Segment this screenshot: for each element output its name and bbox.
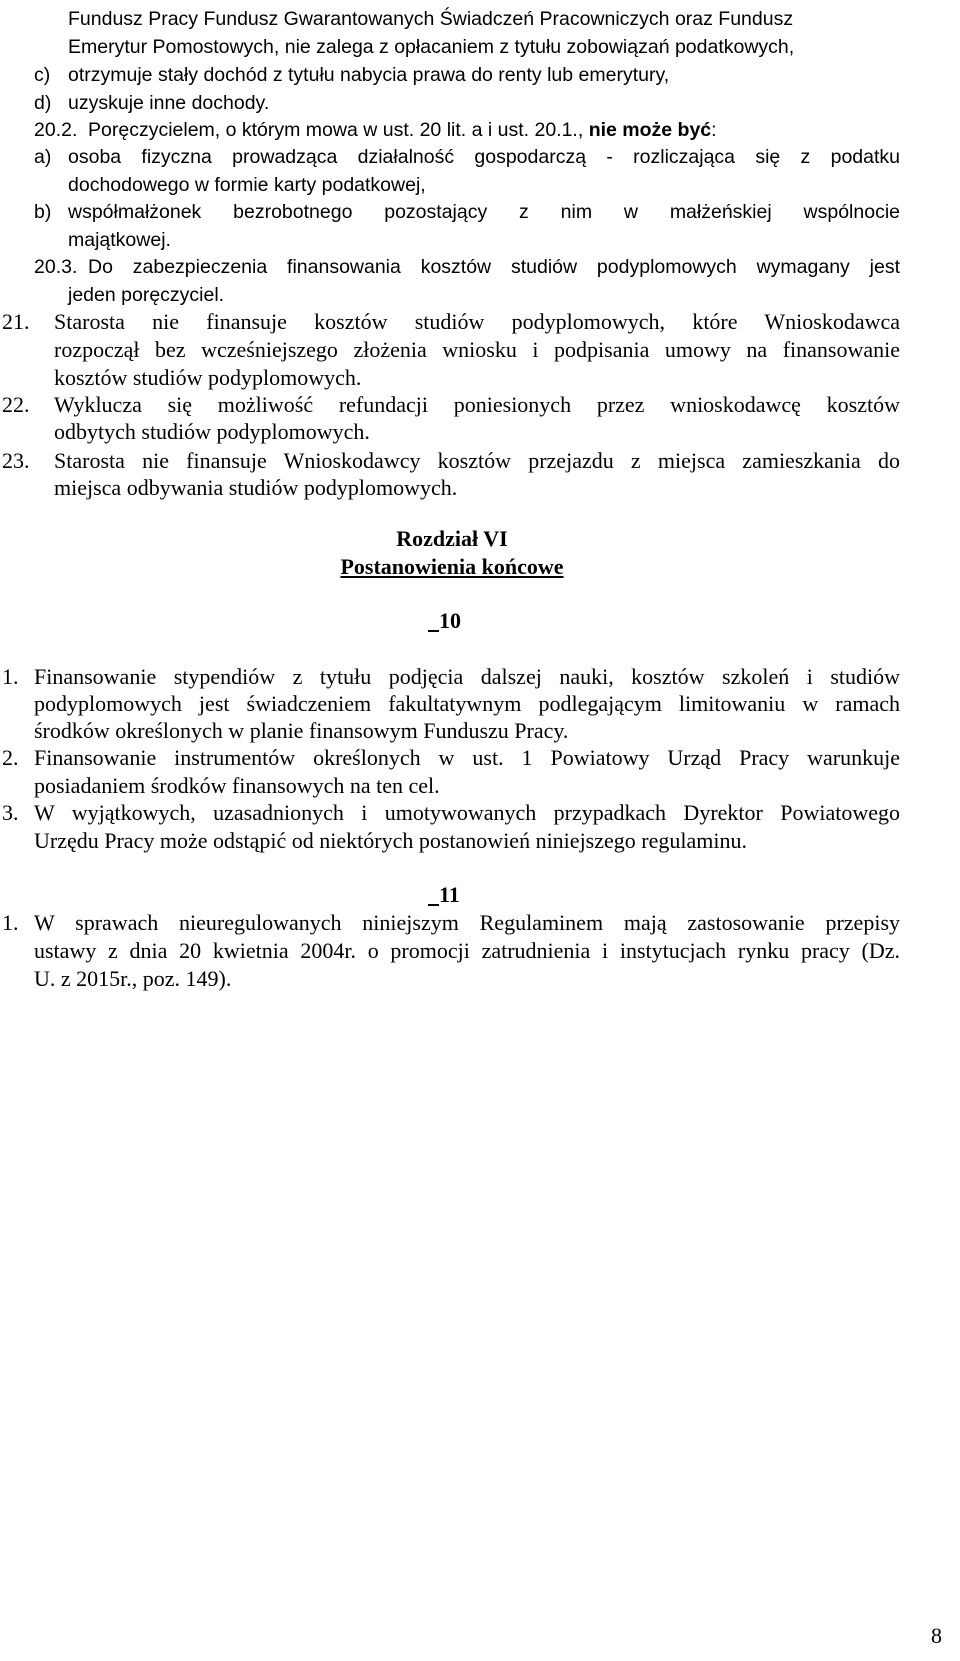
clause-number: 23. (2, 448, 30, 473)
text-line: Emerytur Pomostowych, nie zalega z opłacaniem z tytułu zobowiązań podatkowych, (68, 36, 795, 58)
chapter-title: Postanowienia końcowe (340, 554, 564, 579)
text-line: odbytych studiów podyplomowych. (54, 419, 370, 444)
text-line: ustawy z dnia 20 kwietnia 2004r. o promocji zatrudnienia i instytucjach rynku pracy (Dz. (34, 938, 900, 963)
chapter-number: Rozdział VI (396, 526, 508, 551)
text-line: środków określonych w planie finansowym Funduszu Pracy. (34, 718, 569, 743)
clause-number: 21. (2, 309, 30, 334)
text-line: jeden poręczyciel. (68, 284, 225, 306)
text-line: Fundusz Pracy Fundusz Gwarantowanych Świadczeń Pracowniczych oraz Fundusz (68, 8, 794, 30)
section-sign-icon (428, 608, 439, 633)
text-line: posiadaniem środków finansowych na ten cel. (34, 773, 440, 798)
text-line: rozpoczął bez wcześniejszego złożenia wniosku i podpisania umowy na finansowanie (54, 337, 900, 362)
section-sign-icon (428, 882, 439, 907)
emphasis: nie może być (588, 119, 712, 141)
item-number: 3. (2, 800, 19, 825)
list-label: d) (34, 92, 52, 114)
text-line: podyplomowych jest świadczeniem fakultatywnym podlegającym limitowaniu w ramach (34, 691, 900, 716)
document-page: Fundusz Pracy Fundusz Gwarantowanych Świadczeń Pracowniczych oraz Fundusz Emerytur Pomostowych, nie zalega z opłacaniem z tytułu zobowiązań podatkowych, c) otrzymuje stały dochód z tytułu nabycia prawa do renty lub emerytury, d) uzyskuje inne dochody. 20.2. Poręczycielem, o którym mowa w ust. 20 lit. a i ust. 20.1., nie może być: a) osoba fizyczna prowadząca działalność gospodarczą - rozliczająca się z podatku dochodowego w formie karty podatkowej, b) współmałżonek bezrobotnego pozostający z nim w małżeńskiej wspólnocie majątkowej. 20.3. Do zabezpieczenia finansowania kosztów studiów podyplomowych wymagany jest jeden poręczyciel. 21. Starosta nie finansuje kosztów studiów podyplomowych, które Wnioskodawca rozpoczął bez wcześniejszego złożenia wniosku i podpisania umowy na finansowanie kosztów studiów podyplomowych. 22. Wyklucza się możliwość refundacji poniesionych przez wnioskodawcę kosztów odbytych studiów podyplomowych. 23. Starosta nie finansuje Wnioskodawcy kosztów przejazdu z miejsca zamieszkania do miejsca odbywania studiów podyplomowych. Rozdział VI Postanowienia końcowe 10 1. Finansowanie stypendiów z tytułu podjęcia dalszej nauki, kosztów szkoleń i studiów podyplomowych jest świadczeniem fakultatywnym podlegającym limitowaniu w ramach środków określonych w planie finansowym Funduszu Pracy. 2. Finansowanie instrumentów określonych w ust. 1 Powiatowy Urząd Pracy warunkuje posiadaniem środków finansowych na ten cel. 3. W wyjątkowych, uzasadnionych i umotywowanych przypadkach Dyrektor Powiatowego Urzędu Pracy może odstąpić od niektórych postanowień niniejszego regulaminu. 11 1. W sprawach nieuregulowanych niniejszym Regulaminem mają zastosowanie przepisy ustawy z dnia 20 kwietnia 2004r. o promocji zatrudnienia i instytucjach rynku pracy (Dz. U. z 2015r., poz. 149). 8 (0, 0, 960, 1661)
text-line: miejsca odbywania studiów podyplomowych. (54, 475, 458, 500)
text-line: dochodowego w formie karty podatkowej, (68, 174, 426, 196)
section-10-heading: 10 (428, 607, 461, 635)
list-label: b) (34, 201, 52, 223)
item-number: 2. (2, 745, 19, 770)
text-line: majątkowej. (68, 229, 171, 251)
section-11-heading: 11 (428, 881, 460, 909)
text-line: kosztów studiów podyplomowych. (54, 365, 362, 390)
item-number: 1. (2, 910, 19, 935)
clause-number: 20.2. (34, 119, 78, 141)
clause-number: 20.3. (34, 256, 78, 278)
text-line: Urzędu Pracy może odstąpić od niektórych postanowień niniejszego regulaminu. (34, 828, 747, 853)
page-number: 8 (931, 1623, 942, 1648)
list-label: c) (34, 64, 51, 86)
clause-number: 22. (2, 392, 30, 417)
list-label: a) (34, 146, 52, 168)
item-number: 1. (2, 664, 19, 689)
text-line: U. z 2015r., poz. 149). (34, 966, 232, 991)
